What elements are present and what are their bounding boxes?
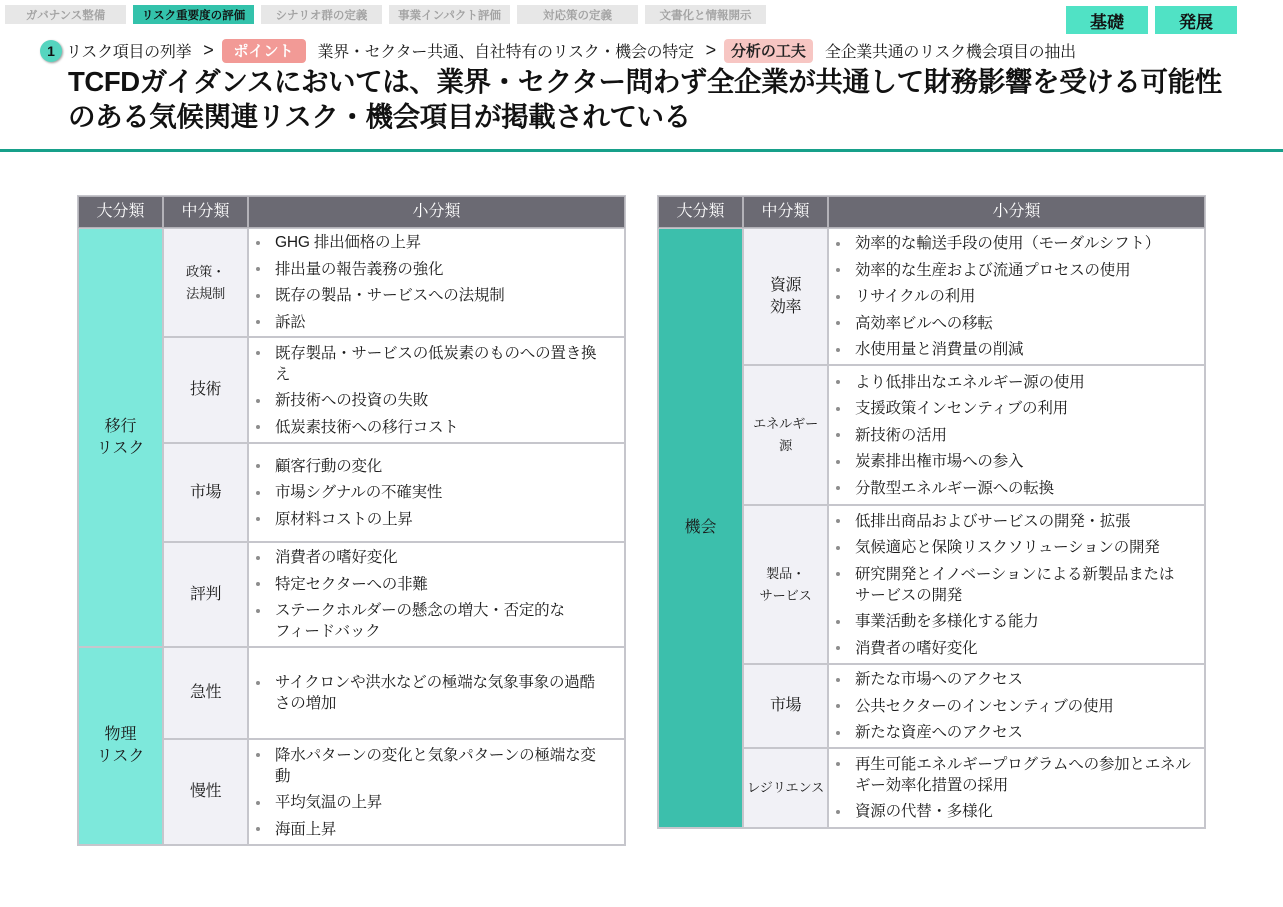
bullet-item [855, 511, 1174, 532]
item-cell [248, 739, 625, 845]
table-header-cell: 中分類 [743, 196, 828, 228]
subcategory-label: 慢性 [189, 783, 221, 800]
bullet-item-text: 既存製品・サービスの低炭素のものへの置き換 え [275, 344, 597, 383]
bullet-list [275, 456, 442, 530]
bullet-item [275, 509, 442, 530]
bullet-icon [256, 320, 260, 324]
bullet-list [275, 343, 596, 438]
item-cell [828, 505, 1205, 664]
bullet-item [855, 669, 1114, 690]
bullet-icon [836, 407, 840, 411]
category-label: 機会 [684, 519, 717, 536]
bullet-item-text: 市場シグナルの不確実性 [275, 484, 443, 501]
subcategory-cell [743, 228, 828, 365]
bullet-item [275, 312, 505, 333]
bullet-item-text: 炭素排出権市場への参入 [855, 453, 1024, 470]
bullet-item [275, 600, 565, 642]
tab-business-impact[interactable]: 事業インパクト評価 [389, 5, 510, 24]
category-cell [658, 228, 743, 828]
bullet-icon [256, 241, 260, 245]
bullet-icon [836, 460, 840, 464]
bullet-item-text: 事業活動を多様化する能力 [855, 613, 1039, 630]
bullet-item-text: 排出量の報告義務の強化 [275, 260, 444, 278]
bullet-list [275, 232, 505, 333]
breadcrumb [40, 38, 1076, 63]
bullet-item [855, 313, 1160, 334]
bullet-item [275, 745, 596, 787]
bullet-icon [836, 242, 840, 246]
bullet-icon [836, 572, 840, 576]
bullet-item [855, 372, 1085, 393]
bullet-icon [836, 321, 840, 325]
subcategory-label: 市場 [769, 697, 801, 714]
subcategory-cell [743, 505, 828, 664]
bullet-icon [256, 582, 260, 586]
subcategory-label: 製品・ サービス [759, 565, 812, 603]
bullet-item-text: 既存の製品・サービスへの法規制 [275, 287, 505, 305]
bullet-item-text: より低排出なエネルギー源の使用 [855, 373, 1085, 391]
bullet-item-text: 公共セクターのインセンティブの使用 [855, 697, 1114, 715]
bullet-item-text: 低炭素技術への移行コスト [275, 418, 459, 436]
item-cell [248, 443, 625, 542]
bullet-item [275, 259, 505, 280]
bullet-icon [836, 433, 840, 437]
bullet-item [275, 574, 565, 595]
table-header-cell: 小分類 [828, 196, 1205, 228]
tab-risk-materiality[interactable]: リスク重要度の評価 [133, 5, 254, 24]
table-header-cell: 中分類 [163, 196, 248, 228]
bullet-icon [836, 620, 840, 624]
analysis-text: 全企業共通のリスク機会項目の抽出 [824, 44, 1076, 61]
bullet-item-text: ステークホルダーの懸念の増大・否定的な フィードバック [275, 602, 565, 640]
bullet-icon [836, 678, 840, 682]
page-title-line: のある気候関連リスク・機会項目が掲載されている [68, 101, 691, 132]
bullet-item-text: 特定セクターへの非難 [275, 575, 428, 593]
subcategory-cell [163, 443, 248, 542]
bullet-item-text: 消費者の嗜好変化 [855, 639, 978, 657]
bullet-icon [256, 517, 260, 521]
bullet-item [275, 285, 505, 306]
bullet-item [855, 696, 1114, 717]
bullet-icon [256, 609, 260, 613]
item-cell [828, 365, 1205, 505]
subcategory-label: 技術 [189, 381, 221, 398]
bullet-item-text: 分散型エネルギー源への転換 [855, 479, 1054, 497]
step-label: リスク項目の列挙 [66, 44, 192, 61]
bullet-item [855, 638, 1174, 659]
bullet-list [275, 547, 565, 642]
item-cell [248, 337, 625, 443]
category-label: 物理 リスク [96, 726, 145, 765]
page-title [68, 64, 1222, 134]
bullet-item [275, 456, 442, 477]
item-cell [828, 228, 1205, 365]
bullet-icon [836, 731, 840, 735]
table-header-cell: 大分類 [78, 196, 163, 228]
breadcrumb-separator: > [705, 40, 716, 60]
bullet-item-text: 低排出商品およびサービスの開発・拡張 [855, 512, 1131, 530]
bullet-item [275, 343, 596, 385]
bullet-item-text: 訴訟 [275, 313, 306, 331]
process-nav [5, 5, 766, 24]
bullet-item-text: 新たな資産へのアクセス [855, 724, 1023, 741]
table-header-cell: 大分類 [658, 196, 743, 228]
bullet-icon [836, 762, 840, 766]
bullet-icon [256, 351, 260, 355]
bullet-icon [256, 399, 260, 403]
category-label: 移行 リスク [96, 417, 145, 457]
bullet-list [855, 372, 1085, 499]
subcategory-cell [743, 664, 828, 748]
bullet-icon [256, 801, 260, 805]
bullet-item-text: 支援政策インセンティブの利用 [855, 400, 1068, 417]
subcategory-cell [743, 365, 828, 505]
bullet-item [855, 286, 1160, 307]
item-cell [828, 664, 1205, 748]
bullet-item [855, 478, 1085, 499]
bullet-icon [256, 827, 260, 831]
bullet-icon [836, 295, 840, 299]
bullet-item [275, 547, 565, 568]
bullet-item [275, 390, 596, 411]
bullet-item [855, 611, 1174, 632]
bullet-icon [256, 464, 260, 468]
bullet-item-text: 降水パターンの変化と気象パターンの極端な変 動 [275, 746, 596, 785]
analysis-tag: 分析の工夫 [724, 39, 813, 63]
bullet-icon [836, 810, 840, 814]
bullet-item-text: 高効率ビルへの移転 [855, 314, 993, 332]
bullet-item-text: 原材料コストの上昇 [275, 510, 413, 528]
bullet-icon [256, 556, 260, 560]
advanced-level-button[interactable]: 発展 [1155, 6, 1237, 34]
bullet-icon [836, 348, 840, 352]
subcategory-label: 急性 [189, 684, 221, 701]
bullet-item-text: 新技術への投資の失敗 [275, 392, 429, 409]
tab-documentation-disclosure[interactable]: 文書化と情報開示 [645, 5, 766, 24]
bullet-item-text: 消費者の嗜好変化 [275, 549, 398, 566]
bullet-item-text: 資源の代替・多様化 [855, 803, 993, 821]
bullet-item [855, 398, 1085, 419]
bullet-item [855, 425, 1085, 446]
table-header-cell: 小分類 [248, 196, 625, 228]
tab-governance[interactable]: ガバナンス整備 [5, 5, 126, 24]
category-cell [78, 228, 163, 647]
bullet-list [855, 669, 1114, 743]
bullet-item-text: 平均気温の上昇 [275, 794, 383, 811]
bullet-item [855, 564, 1174, 606]
bullet-icon [836, 380, 840, 384]
bullet-item [855, 754, 1191, 796]
bullet-list [275, 672, 595, 714]
header-divider [0, 149, 1283, 152]
item-cell [828, 748, 1205, 828]
bullet-item [275, 672, 595, 714]
item-cell [248, 228, 625, 337]
subcategory-cell [163, 739, 248, 845]
subcategory-cell [743, 748, 828, 828]
subcategory-label: レジリエンス [747, 780, 824, 795]
point-tag: ポイント [222, 39, 306, 63]
bullet-item [855, 722, 1114, 743]
tab-scenario-definition[interactable]: シナリオ群の定義 [261, 5, 382, 24]
point-text: 業界・セクター共通、自社特有のリスク・機会の特定 [317, 44, 694, 61]
step-number-badge: 1 [40, 40, 62, 62]
bullet-item [275, 417, 596, 438]
bullet-item-text: 気候適応と保険リスクソリューションの開発 [855, 539, 1160, 556]
subcategory-cell [163, 228, 248, 337]
bullet-icon [836, 704, 840, 708]
bullet-item-text: サイクロンや洪水などの極端な気象事象の過酷 さの増加 [275, 674, 595, 712]
bullet-icon [256, 294, 260, 298]
bullet-list [855, 754, 1191, 823]
bullet-item-text: 再生可能エネルギープログラムへの参加とエネル ギー効率化措置の採用 [855, 755, 1191, 794]
page-title-line: TCFDガイダンスにおいては、業界・セクター問わず全企業が共通して財務影響を受ける可能性 [68, 66, 1222, 97]
subcategory-label: 評判 [189, 585, 221, 603]
bullet-list [855, 233, 1160, 360]
bullet-item [855, 537, 1174, 558]
bullet-item-text: 水使用量と消費量の削減 [855, 341, 1024, 358]
bullet-icon [256, 267, 260, 271]
bullet-icon [836, 486, 840, 490]
subcategory-label: エネルギー 源 [753, 416, 818, 453]
bullet-icon [256, 491, 260, 495]
category-cell [78, 647, 163, 845]
bullet-item-text: GHG 排出価格の上昇 [275, 234, 421, 252]
bullet-item [855, 339, 1160, 360]
subcategory-cell [163, 647, 248, 739]
tab-response-measures[interactable]: 対応策の定義 [517, 5, 638, 24]
opportunity-table [657, 195, 1206, 829]
subcategory-cell [163, 542, 248, 647]
bullet-list [275, 745, 596, 840]
subcategory-cell [163, 337, 248, 443]
bullet-icon [256, 681, 260, 685]
bullet-item-text: 新技術の活用 [855, 426, 947, 444]
bullet-item [855, 260, 1160, 281]
bullet-item-text: 海面上昇 [275, 820, 337, 838]
bullet-list [855, 511, 1174, 659]
bullet-icon [836, 546, 840, 550]
item-cell [248, 647, 625, 739]
breadcrumb-separator: > [203, 40, 214, 60]
subcategory-label: 市場 [189, 483, 221, 501]
bullet-item-text: 顧客行動の変化 [275, 457, 383, 475]
bullet-item-text: 研究開発とイノベーションによる新製品または サービスの開発 [855, 565, 1175, 604]
bullet-icon [256, 753, 260, 757]
bullet-icon [836, 519, 840, 523]
item-cell [248, 542, 625, 647]
bullet-item [275, 482, 442, 503]
basic-level-button[interactable]: 基礎 [1066, 6, 1148, 34]
risk-table [77, 195, 626, 846]
bullet-item [275, 819, 596, 840]
bullet-item [275, 792, 596, 813]
bullet-item [855, 233, 1160, 254]
bullet-item-text: リサイクルの利用 [855, 288, 976, 305]
bullet-icon [836, 646, 840, 650]
bullet-item-text: 効率的な生産および流通プロセスの使用 [855, 261, 1131, 279]
bullet-item [855, 801, 1191, 822]
bullet-item [275, 232, 505, 253]
bullet-item [855, 451, 1085, 472]
bullet-icon [836, 268, 840, 272]
bullet-icon [256, 425, 260, 429]
subcategory-label: 資源 効率 [769, 276, 801, 316]
bullet-item-text: 新たな市場へのアクセス [855, 671, 1023, 688]
subcategory-label: 政策・ 法規制 [186, 263, 225, 301]
bullet-item-text: 効率的な輸送手段の使用（モーダルシフト） [855, 235, 1160, 252]
